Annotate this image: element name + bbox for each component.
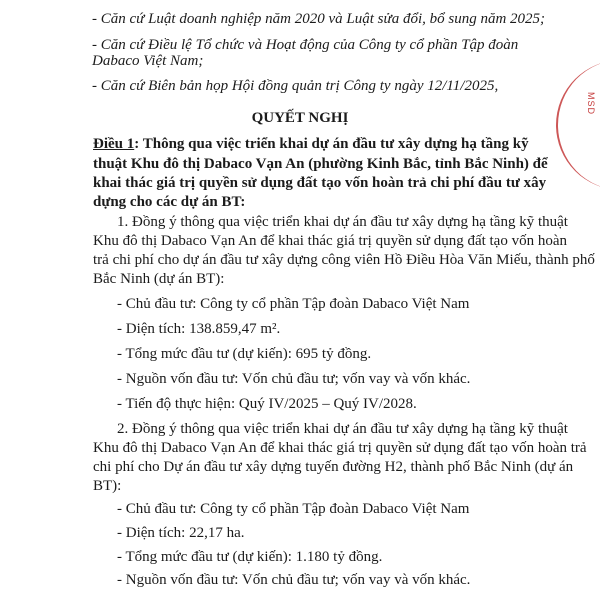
item-1-detail-investor: - Chủ đầu tư: Công ty cổ phần Tập đoàn Dabaco Việt Nam: [117, 296, 470, 312]
item-1-line-2: Khu đô thị Dabaco Vạn An để khai thác giá trị quyền sử dụng đất tạo vốn hoàn: [93, 233, 568, 249]
item-1-line-4: Bắc Ninh (dự án BT):: [93, 271, 225, 287]
preamble-line-1: - Căn cứ Luật doanh nghiệp năm 2020 và Luật sửa đổi, bổ sung năm 2025;: [92, 11, 546, 27]
article-1-title-start: : Thông qua việc triển khai dự án đầu tư xây dựng hạ tầng kỹ: [134, 136, 529, 152]
preamble-line-3: Dabaco Việt Nam;: [92, 53, 204, 69]
preamble-line-4: - Căn cứ Biên bản họp Hội đồng quản trị Công ty ngày 12/11/2025,: [92, 78, 499, 94]
stamp-text: MSD: [586, 92, 596, 115]
item-2-line-2: Khu đô thị Dabaco Vạn An để khai thác giá trị quyền sử dụng đất tạo vốn hoàn trả: [93, 440, 587, 456]
article-1-label: Điều 1: [93, 136, 135, 152]
item-2-line-4: BT):: [93, 478, 122, 494]
red-seal-stamp: [556, 60, 600, 190]
item-1-detail-capital-source: - Nguồn vốn đầu tư: Vốn chủ đầu tư; vốn vay và vốn khác.: [117, 371, 471, 387]
item-2-line-3: chi phí cho Dự án đầu tư xây dựng tuyến đường H2, thành phố Bắc Ninh (dự án: [93, 459, 574, 475]
item-2-detail-total-investment: - Tổng mức đầu tư (dự kiến): 1.180 tỷ đồng.: [117, 549, 383, 565]
article-1-line-4: dựng cho các dự án BT:: [93, 194, 246, 210]
resolution-heading: QUYẾT NGHỊ: [251, 110, 349, 126]
item-1-line-3: trả chi phí cho dự án đầu tư xây dựng công viên Hồ Điều Hòa Văn Miếu, thành phố: [93, 252, 595, 268]
article-1-line-1: [93, 135, 529, 153]
item-1-line-1: 1. Đồng ý thông qua việc triển khai dự án đầu tư xây dựng hạ tầng kỹ thuật: [117, 214, 568, 230]
item-2-detail-capital-source: - Nguồn vốn đầu tư: Vốn chủ đầu tư; vốn vay và vốn khác.: [117, 572, 471, 588]
item-1-detail-schedule: - Tiến độ thực hiện: Quý IV/2025 – Quý IV/2028.: [117, 396, 417, 412]
item-1-detail-total-investment: - Tổng mức đầu tư (dự kiến): 695 tỷ đồng.: [117, 346, 372, 362]
preamble-line-2: - Căn cứ Điều lệ Tổ chức và Hoạt động của Công ty cổ phần Tập đoàn: [92, 37, 519, 53]
item-2-detail-area: - Diện tích: 22,17 ha.: [117, 525, 245, 541]
article-1-line-2: thuật Khu đô thị Dabaco Vạn An (phường Kinh Bắc, tỉnh Bắc Ninh) để: [93, 156, 548, 172]
item-2-line-1: 2. Đồng ý thông qua việc triển khai dự án đầu tư xây dựng hạ tầng kỹ thuật: [117, 421, 568, 437]
item-2-detail-investor: - Chủ đầu tư: Công ty cổ phần Tập đoàn Dabaco Việt Nam: [117, 501, 470, 517]
item-1-detail-area: - Diện tích: 138.859,47 m².: [117, 321, 281, 337]
article-1-line-3: khai thác giá trị quyền sử dụng đất tạo vốn hoàn trả chi phí đầu tư xây: [93, 175, 547, 191]
